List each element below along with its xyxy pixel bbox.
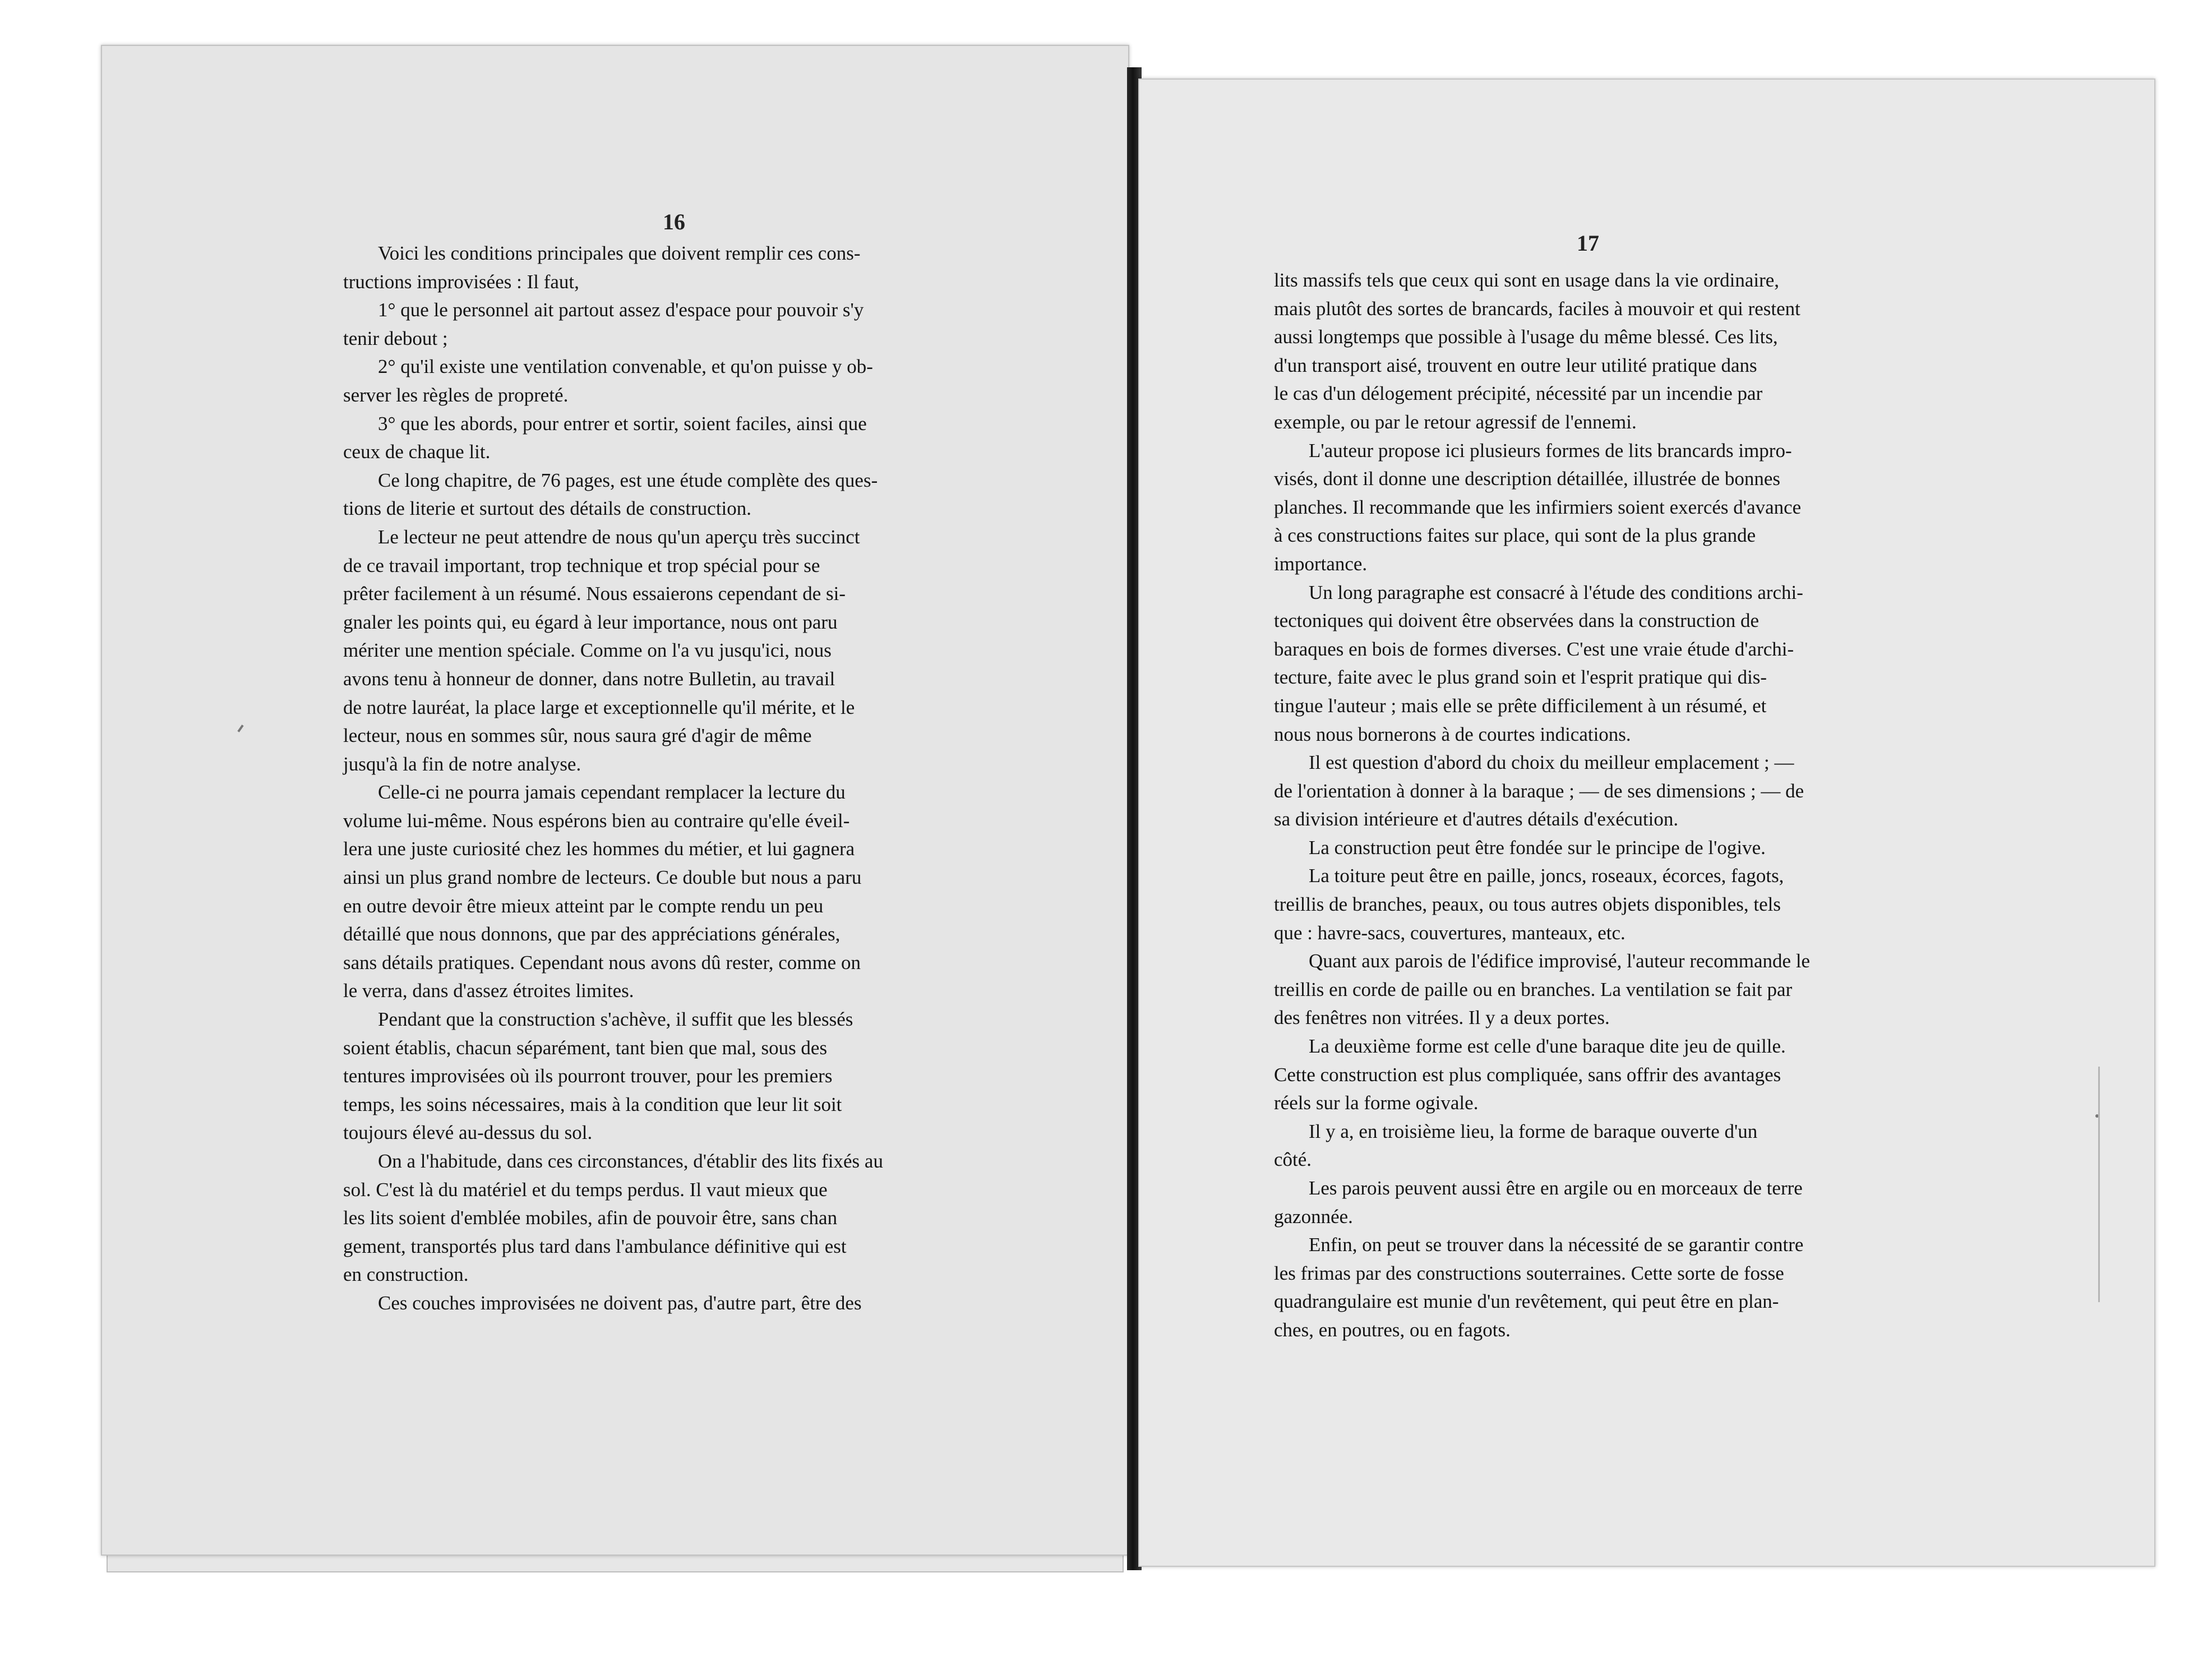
text-line: lits massifs tels que ceux qui sont en usage dans la vie ordinaire, [1274, 269, 1780, 291]
text-line: Voici les conditions principales que doivent remplir ces cons- [378, 242, 861, 264]
text-line: toujours élevé au-dessus du sol. [343, 1122, 593, 1144]
text-line: des fenêtres non vitrées. Il y a deux portes. [1274, 1007, 1610, 1029]
text-line: détaillé que nous donnons, que par des appréciations générales, [343, 923, 841, 945]
text-line: lecteur, nous en sommes sûr, nous saura gré d'agir de même [343, 725, 812, 747]
text-line: ceux de chaque lit. [343, 441, 491, 463]
text-line: mais plutôt des sortes de brancards, faciles à mouvoir et qui restent [1274, 297, 1800, 320]
text-line: gement, transportés plus tard dans l'ambulance définitive qui est [343, 1235, 847, 1257]
text-line: de l'orientation à donner à la baraque ; — de ses dimensions ; — de [1274, 779, 1804, 802]
text-line: sa division intérieure et d'autres détails d'exécution. [1274, 808, 1679, 831]
page-number: 17 [1577, 230, 1599, 256]
text-line: Quant aux parois de l'édifice improvisé, l'auteur recommande le [1309, 950, 1811, 972]
text-line: La deuxième forme est celle d'une baraque dite jeu de quille. [1309, 1035, 1786, 1058]
text-line: les frimas par des constructions souterraines. Cette sorte de fosse [1274, 1262, 1784, 1284]
text-line: Celle-ci ne pourra jamais cependant remplacer la lecture du [378, 781, 846, 804]
text-line: server les règles de propreté. [343, 384, 569, 406]
text-line: tentures improvisées où ils pourront trouver, pour les premiers [343, 1065, 833, 1087]
text-line: ches, en poutres, ou en fagots. [1274, 1318, 1511, 1341]
text-line: planches. Il recommande que les infirmiers soient exercés d'avance [1274, 496, 1802, 518]
text-line: de notre lauréat, la place large et exceptionnelle qu'il mérite, et le [343, 696, 855, 718]
text-line: le verra, dans d'assez étroites limites. [343, 980, 634, 1002]
text-line: 1° que le personnel ait partout assez d'espace pour pouvoir s'y [378, 299, 864, 321]
text-line: prêter facilement à un résumé. Nous essaierons cependant de si- [343, 583, 846, 605]
text-line: Le lecteur ne peut attendre de nous qu'un aperçu très succinct [378, 525, 860, 548]
text-line: treillis en corde de paille ou en branches. La ventilation se fait par [1274, 978, 1793, 1000]
text-line: volume lui-même. Nous espérons bien au contraire qu'elle éveil- [343, 809, 850, 832]
text-line: jusqu'à la fin de notre analyse. [343, 753, 581, 775]
left-page-text [343, 239, 1096, 1318]
text-line: 3° que les abords, pour entrer et sortir, soient faciles, ainsi que [378, 412, 867, 435]
text-line: en construction. [343, 1263, 469, 1286]
text-line: gazonnée. [1274, 1205, 1353, 1228]
text-line: treillis de branches, peaux, ou tous autres objets disponibles, tels [1274, 893, 1781, 916]
text-line: Cette construction est plus compliquée, sans offrir des avantages [1274, 1063, 1781, 1086]
text-line: avons tenu à honneur de donner, dans notre Bulletin, au travail [343, 667, 835, 690]
text-line: On a l'habitude, dans ces circonstances, d'établir des lits fixés au [378, 1150, 883, 1172]
text-line: lera une juste curiosité chez les hommes du métier, et lui gagnera [343, 838, 855, 860]
text-line: ainsi un plus grand nombre de lecteurs. Ce double but nous a paru [343, 866, 862, 889]
text-line: soient établis, chacun séparément, tant bien que mal, sous des [343, 1036, 828, 1059]
text-line: de ce travail important, trop technique et trop spécial pour se [343, 554, 820, 576]
text-line: tingue l'auteur ; mais elle se prête difficilement à un résumé, et [1274, 694, 1767, 717]
text-line: Ce long chapitre, de 76 pages, est une étude complète des ques- [378, 469, 878, 491]
text-line: que : havre-sacs, couvertures, manteaux, etc. [1274, 921, 1625, 944]
text-line: Un long paragraphe est consacré à l'étude des conditions archi- [1309, 581, 1803, 603]
left-page [101, 45, 1129, 1556]
text-line: réels sur la forme ogivale. [1274, 1092, 1479, 1114]
text-line: 2° qu'il existe une ventilation convenable, et qu'on puisse y ob- [378, 356, 873, 378]
text-line: côté. [1274, 1148, 1312, 1171]
text-line: Les parois peuvent aussi être en argile ou en morceaux de terre [1309, 1177, 1803, 1199]
text-line: exemple, ou par le retour agressif de l'ennemi. [1274, 410, 1637, 433]
text-line: Il est question d'abord du choix du meilleur emplacement ; — [1309, 751, 1794, 774]
text-line: tions de literie et surtout des détails de construction. [343, 497, 752, 520]
text-line: tenir debout ; [343, 327, 448, 349]
text-line: tecture, faite avec le plus grand soin et l'esprit pratique qui dis- [1274, 666, 1767, 689]
text-line: temps, les soins nécessaires, mais à la condition que leur lit soit [343, 1093, 842, 1115]
text-line: mériter une mention spéciale. Comme on l'a vu jusqu'ici, nous [343, 639, 832, 662]
text-line: Ces couches improvisées ne doivent pas, d'autre part, être des [378, 1291, 862, 1314]
page-crease [2098, 1067, 2100, 1302]
text-line: aussi longtemps que possible à l'usage du même blessé. Ces lits, [1274, 326, 1778, 348]
text-line: nous nous bornerons à de courtes indications. [1274, 723, 1631, 745]
text-line: Pendant que la construction s'achève, il suffit que les blessés [378, 1008, 853, 1031]
right-page [1138, 79, 2155, 1567]
text-line: gnaler les points qui, eu égard à leur importance, nous ont paru [343, 611, 838, 633]
text-line: Il y a, en troisième lieu, la forme de baraque ouverte d'un [1309, 1120, 1758, 1142]
text-line: quadrangulaire est munie d'un revêtement, qui peut être en plan- [1274, 1290, 1779, 1313]
text-line: en outre devoir être mieux atteint par le compte rendu un peu [343, 894, 824, 917]
text-line: tectoniques qui doivent être observées dans la construction de [1274, 610, 1760, 632]
text-line: importance. [1274, 552, 1368, 575]
text-line: La toiture peut être en paille, joncs, roseaux, écorces, fagots, [1309, 865, 1784, 887]
text-line: L'auteur propose ici plusieurs formes de lits brancards impro- [1309, 439, 1792, 462]
text-line: tructions improvisées : Il faut, [343, 270, 579, 293]
text-line: sol. C'est là du matériel et du temps perdus. Il vaut mieux que [343, 1178, 828, 1201]
page-number: 16 [663, 209, 685, 234]
text-line: sans détails pratiques. Cependant nous avons dû rester, comme on [343, 951, 861, 974]
ink-speck [237, 725, 243, 732]
text-line: à ces constructions faites sur place, qui sont de la plus grande [1274, 524, 1756, 547]
text-line: La construction peut être fondée sur le principe de l'ogive. [1309, 836, 1766, 859]
text-line: baraques en bois de formes diverses. C'est une vraie étude d'archi- [1274, 638, 1794, 660]
text-line: le cas d'un délogement précipité, nécessité par un incendie par [1274, 382, 1763, 405]
text-line: les lits soient d'emblée mobiles, afin de pouvoir être, sans chan [343, 1207, 838, 1229]
text-line: Enfin, on peut se trouver dans la nécessité de se garantir contre [1309, 1234, 1804, 1256]
text-line: d'un transport aisé, trouvent en outre leur utilité pratique dans [1274, 354, 1757, 376]
text-line: visés, dont il donne une description détaillée, illustrée de bonnes [1274, 468, 1780, 490]
right-page-text [1274, 266, 2026, 1345]
